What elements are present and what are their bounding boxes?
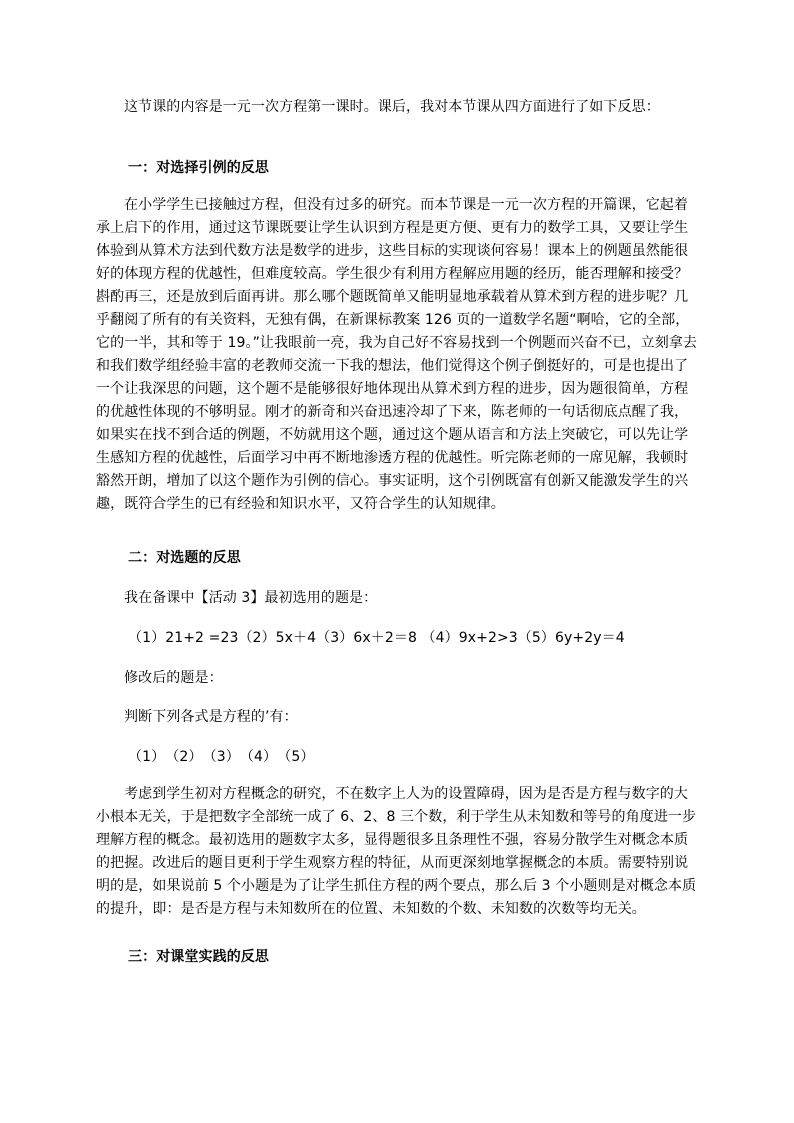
section1-paragraph: 在小学学生已接触过方程，但没有过多的研究。而本节课是一元一次方程的开篇课，它起着承上启下的作用，通过这节课既要让学生认识到方程是更方便、更有力的数学工具，又要让学生体验到从算术方法到代数方法是数学的进步，这些目标的实现谈何容易！课本上的例题虽然能很好的体现方程的优越性，但难度较高。学生很少有利用方程解应用题的经历，能否理解和接受？斟酌再三，还是放到后面再讲。那么哪个题既简单又能明显地承载着从算术到方程的进步呢？几乎翻阅了所有的有关资料，无独有偶，在新课标教案 126 页的一道数学名题“啊哈，它的全部， 它的一半，其和等于 19。”让我眼前一亮，我为自己好不容易找到一个例题而兴奋不已，立刻拿去和我们数学组经验丰富的老教师交流一下我的想法，他们觉得这个例子倒挺好的，可是也提出了一个让我深思的问题，这个题不是能够很好地体现出从算术到方程的进步，因为题很简单，方程的优越性体现的不够明显。刚才的新奇和兴奋迅速冷却了下来，陈老师的一句话彻底点醒了我，如果实在找不到合适的例题，不妨就用这个题，通过这个题从语言和方法上突破它，可以先让学生感知方程的优越性，后面学习中再不断地渗透方程的优越性。听完陈老师的一席见解，我顿时豁然开朗，增加了以这个题作为引例的信心。事实证明，这个引例既富有创新又能激发学生的兴趣，既符合学生的已有经验和知识水平，又符合学生的认知规律。 [96, 197, 698, 512]
judge-instruction: 判断下列各式是方程的’有： [124, 709, 298, 725]
revised-intro-line: 修改后的题是： [124, 670, 223, 686]
intro-paragraph: 这节课的内容是一元一次方程第一课时。课后，我对本节课从四方面进行了如下反思： [124, 99, 660, 115]
section1-heading: 一：对选择引例的反思 [128, 160, 269, 176]
section2-paragraph: 考虑到学生初对方程概念的研究，不在数字上人为的设置障碍，因为是否是方程与数字的大小根本无关，于是把数字全部统一成了 6、2、8 三个数，利于学生从未知数和等号的角度进一步理解方程的概念。最初选用的题数字太多，显得题很多且条理性不强，容易分散学生对概念本质的把握。改进后的题目更利于学生观察方程的特征，从而更深刻地掌握概念的本质。需要特别说明的是，如果说前 5 个小题是为了让学生抓住方程的两个要点，那么后 3 个小题则是对概念本质的提升，即：是否是方程与未知数所在的位置、未知数的个数、未知数的次数等均无关。 [96, 786, 697, 917]
revised-problem-numbers: （1） （2） （3） （4） （5） [128, 749, 315, 765]
section2-heading: 二：对选题的反思 [128, 550, 241, 566]
section3-heading: 三：对课堂实践的反思 [128, 949, 269, 965]
original-problems: （1）21+2 =23（2）5x＋4（3）6x＋2＝8 （4）9x+2>3（5）6y+2y＝4 [128, 630, 625, 646]
section2-intro-line: 我在备课中【活动 3】最初选用的题是： [124, 590, 378, 606]
